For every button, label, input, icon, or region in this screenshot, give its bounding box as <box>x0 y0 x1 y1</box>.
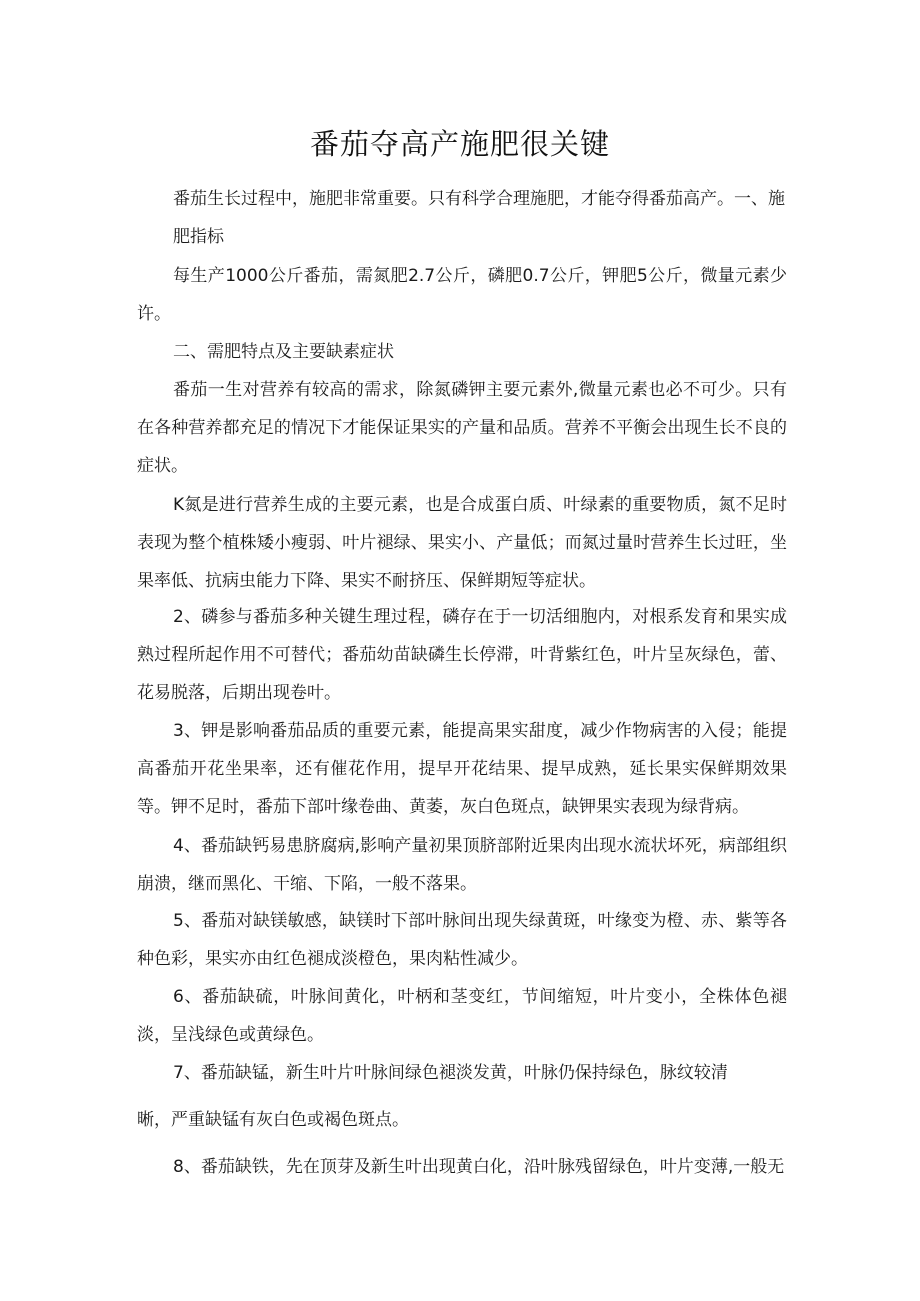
paragraph-magnesium: 5、番茄对缺镁敏感，缺镁时下部叶脉间出现失绿黄斑，叶缘变为橙、赤、紫等各种色彩，果实亦由红色褪成淡橙色，果肉粘性减少。 <box>137 911 787 969</box>
paragraph-potassium: 3、钾是影响番茄品质的重要元素，能提高果实甜度，减少作物病害的入侵；能提高番茄开花坐果率，还有催花作用，提早开花结果、提早成熟，延长果实保鲜期效果等。钾不足时，番茄下部叶缘卷曲、黄萎，灰白色斑点，缺钾果实表现为绿背病。 <box>137 721 787 817</box>
paragraph-iron: 8、番茄缺铁，先在顶芽及新生叶出现黄白化，沿叶脉残留绿色，叶片变薄,一般无 <box>173 1157 785 1177</box>
paragraph-fertilizer-index: 每生产1000公斤番茄，需氮肥2.7公斤，磷肥0.7公斤，钾肥5公斤，微量元素少许。 <box>137 266 787 324</box>
paragraph-intro: 番茄生长过程中，施肥非常重要。只有科学合理施肥，才能夺得番茄高产。一、施肥指标 <box>173 189 785 247</box>
paragraph-calcium: 4、番茄缺钙易患脐腐病,影响产量初果顶脐部附近果肉出现水流状坏死，病部组织崩溃，继而黑化、干缩、下陷，一般不落果。 <box>137 836 787 894</box>
document-title: 番茄夺高产施肥很关键 <box>309 127 610 161</box>
paragraph-manganese-line1: 7、番茄缺锰，新生叶片叶脉间绿色褪淡发黄，叶脉仍保持绿色，脉纹较清 <box>173 1063 728 1083</box>
paragraph-manganese-line2: 晰，严重缺锰有灰白色或褐色斑点。 <box>137 1110 409 1130</box>
paragraph-nutrient-needs: 番茄一生对营养有较高的需求，除氮磷钾主要元素外,微量元素也必不可少。只有在各种营养都充足的情况下才能保证果实的产量和品质。营养不平衡会出现生长不良的症状。 <box>137 380 787 476</box>
paragraph-sulfur: 6、番茄缺硫，叶脉间黄化，叶柄和茎变红，节间缩短，叶片变小，全株体色褪淡，呈浅绿色或黄绿色。 <box>137 987 787 1045</box>
section-heading-nutrient-needs: 二、需肥特点及主要缺素症状 <box>173 342 394 362</box>
paragraph-phosphorus: 2、磷参与番茄多种关键生理过程，磷存在于一切活细胞内，对根系发育和果实成熟过程所起作用不可替代；番茄幼苗缺磷生长停滞，叶背紫红色，叶片呈灰绿色，蕾、花易脱落，后期出现卷叶。 <box>137 607 787 703</box>
paragraph-nitrogen: K氮是进行营养生成的主要元素，也是合成蛋白质、叶绿素的重要物质，氮不足时表现为整个植株矮小瘦弱、叶片褪绿、果实小、产量低；而氮过量时营养生长过旺，坐果率低、抗病虫能力下降、果实不耐挤压、保鲜期短等症状。 <box>137 495 787 591</box>
